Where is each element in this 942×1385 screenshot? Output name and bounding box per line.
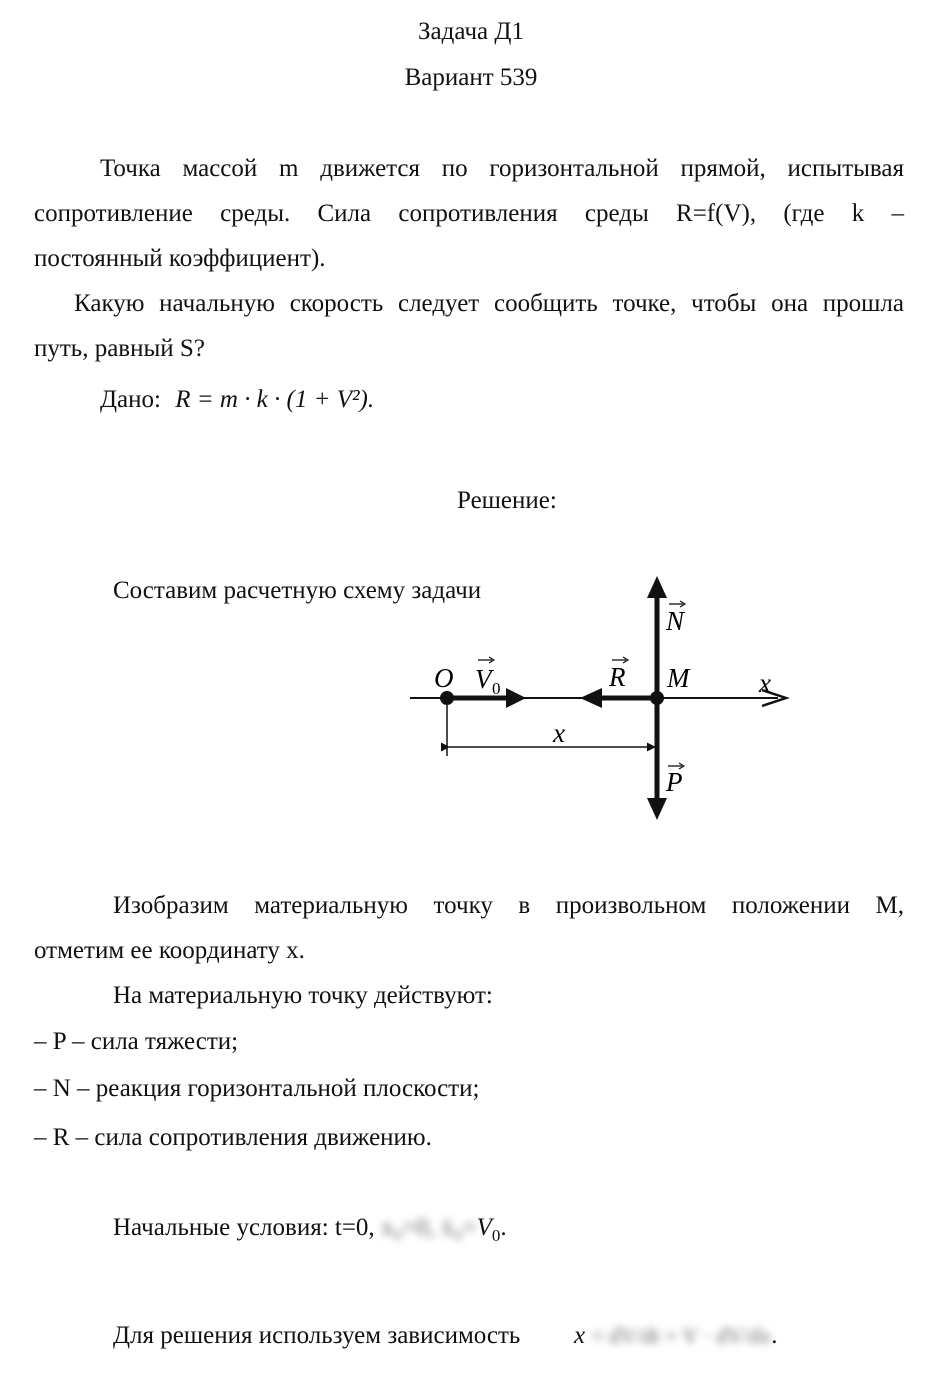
label-r: R	[609, 662, 626, 692]
dependency-label: Для решения используем зависимость	[113, 1322, 521, 1349]
text-line: путь, равный S?	[34, 335, 205, 362]
n-vector-head	[647, 576, 667, 598]
dependency-x: x	[574, 1322, 586, 1349]
m-point	[650, 691, 664, 705]
problem-paragraph-2	[34, 281, 904, 371]
dependency-blurred-formula: = dV/dt = V · dV/dx	[591, 1323, 772, 1348]
text-line: отметим ее координату x.	[34, 937, 305, 964]
problem-paragraph-1	[34, 146, 904, 281]
given-label: Дано:	[100, 386, 161, 413]
force-item-normal: – N – реакция горизонтальной плоскости;	[34, 1075, 480, 1102]
v0-vector-head	[506, 688, 526, 708]
scheme-caption: Составим расчетную схему задачи	[113, 577, 482, 604]
label-origin: O	[434, 663, 454, 693]
given-line	[100, 386, 374, 414]
label-x-dimension: x	[553, 718, 565, 748]
label-v0: V	[475, 664, 492, 694]
force-diagram	[400, 570, 800, 830]
force-item-resistance: – R – сила сопротивления движению.	[34, 1124, 432, 1151]
dependency-end: .	[771, 1322, 778, 1349]
label-n: N	[666, 606, 685, 636]
forces-intro: На материальную точку действуют:	[113, 982, 493, 1009]
initial-end: .	[500, 1214, 507, 1241]
label-x-axis: x	[759, 668, 771, 698]
dependency-formula	[574, 1322, 777, 1350]
label-p: P	[666, 767, 683, 797]
initial-v-sub: 0	[491, 1226, 501, 1245]
p-vector-head	[647, 798, 667, 820]
text-line: Какую начальную скорость следует сообщить точке, чтобы она прошла	[74, 290, 904, 317]
force-item-gravity: – P – сила тяжести;	[34, 1028, 239, 1055]
initial-label: Начальные условия: t=0,	[113, 1214, 375, 1241]
text-line: Точка массой m движется по горизонтальной прямой, испытывая	[100, 155, 904, 182]
initial-conditions	[113, 1214, 507, 1246]
text-line: постоянный коэффициент).	[34, 245, 326, 272]
label-v0-sub: 0	[492, 679, 501, 698]
given-formula: R = m · k · (1 + V²).	[175, 386, 375, 413]
text-line: Изобразим материальную точку в произвольном положении M,	[113, 892, 904, 919]
initial-blurred-formula: x₀=0, ẋ₀=	[380, 1214, 477, 1241]
text-line: сопротивление среды. Сила сопротивления среды R=f(V), (где k –	[34, 200, 904, 227]
solution-heading: Решение:	[457, 487, 557, 514]
problem-title: Задача Д1	[418, 18, 524, 45]
initial-v: V	[476, 1214, 492, 1241]
label-m: M	[667, 663, 690, 693]
solution-paragraph-1	[34, 883, 904, 973]
variant-label: Вариант 539	[404, 64, 538, 91]
r-vector-head	[580, 688, 602, 708]
origin-point	[440, 691, 454, 705]
